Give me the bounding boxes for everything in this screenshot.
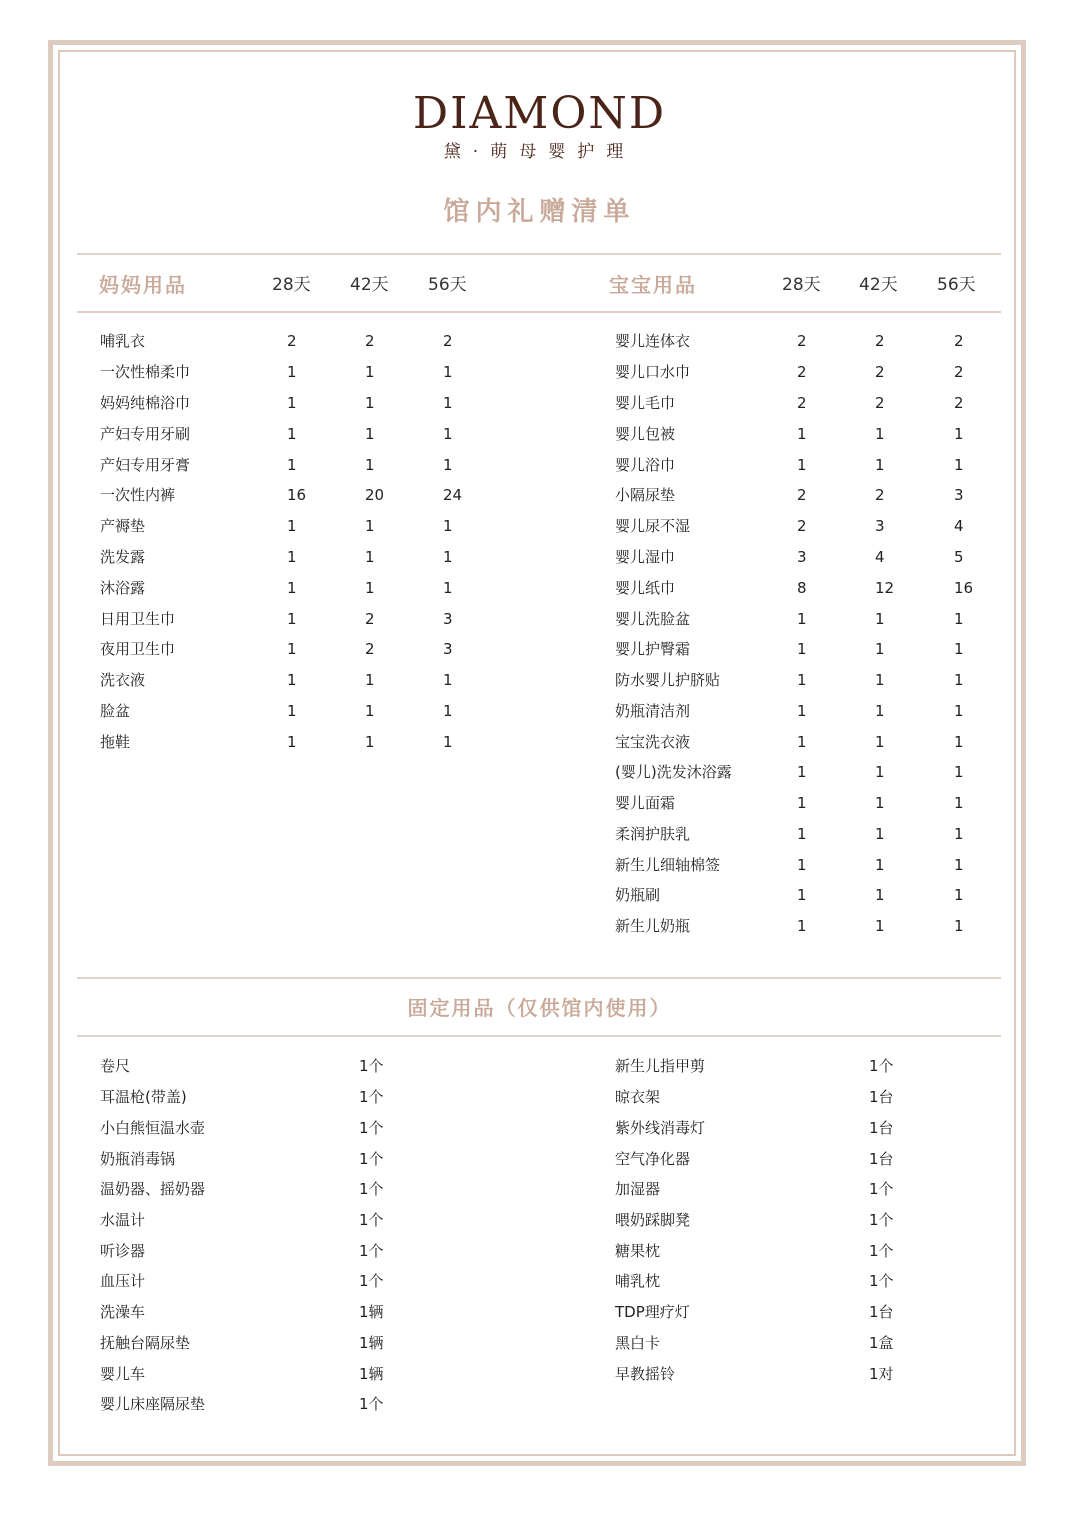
qty-42: 1	[365, 363, 375, 381]
item-name: 婴儿尿不湿	[615, 517, 691, 535]
qty-56: 2	[954, 363, 964, 381]
qty-56: 16	[954, 579, 974, 597]
item-name: 婴儿护臀霜	[615, 640, 691, 658]
qty-28: 1	[797, 886, 807, 904]
qty-28: 1	[797, 640, 807, 658]
qty-42: 1	[365, 394, 375, 412]
item-name: TDP理疗灯	[615, 1303, 690, 1321]
qty-56: 5	[954, 548, 964, 566]
qty-42: 2	[365, 610, 375, 628]
qty-42: 2	[875, 486, 885, 504]
qty-56: 1	[443, 671, 453, 689]
item-name: 脸盆	[100, 702, 131, 720]
item-name: 产褥垫	[100, 517, 146, 535]
qty-56: 1	[443, 733, 453, 751]
item-name: 婴儿包被	[615, 425, 676, 443]
item-name: 加湿器	[615, 1180, 661, 1198]
page-title: 馆内礼赠清单	[443, 197, 636, 227]
qty-28: 1	[287, 671, 297, 689]
qty-42: 1	[365, 702, 375, 720]
item-name: 水温计	[100, 1211, 146, 1229]
qty-56: 1	[954, 886, 964, 904]
qty-28: 1	[287, 702, 297, 720]
qty-56: 1	[443, 548, 453, 566]
item-qty: 1盒	[869, 1334, 894, 1352]
brand-subtitle: 黛·萌母婴护理	[443, 142, 636, 162]
item-name: 洗澡车	[100, 1303, 146, 1321]
item-qty: 1个	[869, 1211, 894, 1229]
qty-56: 2	[954, 394, 964, 412]
fixed-section-title: 固定用品（仅供馆内使用）	[407, 996, 672, 1020]
qty-42: 12	[875, 579, 895, 597]
item-name: 喂奶踩脚凳	[615, 1211, 691, 1229]
qty-56: 1	[443, 579, 453, 597]
item-qty: 1个	[359, 1242, 384, 1260]
qty-56: 4	[954, 517, 964, 535]
qty-28: 1	[287, 456, 297, 474]
item-name: 婴儿面霜	[615, 794, 676, 812]
qty-42: 1	[875, 456, 885, 474]
qty-28: 2	[287, 332, 297, 350]
qty-42: 1	[365, 579, 375, 597]
item-name: (婴儿)洗发沐浴露	[615, 763, 732, 781]
item-qty: 1台	[869, 1303, 894, 1321]
qty-56: 1	[954, 425, 964, 443]
item-qty: 1辆	[359, 1303, 384, 1321]
item-qty: 1对	[869, 1365, 894, 1383]
qty-42: 2	[365, 332, 375, 350]
qty-56: 1	[443, 456, 453, 474]
item-name: 早教摇铃	[615, 1365, 676, 1383]
item-qty: 1个	[359, 1180, 384, 1198]
mom-col-42: 42天	[350, 275, 389, 295]
item-name: 拖鞋	[100, 733, 131, 751]
item-qty: 1个	[869, 1242, 894, 1260]
qty-42: 1	[365, 733, 375, 751]
item-qty: 1辆	[359, 1334, 384, 1352]
item-name: 卷尺	[100, 1057, 131, 1075]
qty-42: 3	[875, 517, 885, 535]
item-name: 新生儿奶瓶	[615, 917, 691, 935]
qty-28: 1	[797, 856, 807, 874]
qty-56: 1	[443, 517, 453, 535]
item-name: 洗发露	[100, 548, 146, 566]
qty-42: 1	[875, 610, 885, 628]
qty-28: 1	[287, 394, 297, 412]
qty-42: 1	[365, 456, 375, 474]
item-name: 婴儿浴巾	[615, 456, 676, 474]
item-name: 柔润护肤乳	[615, 825, 691, 843]
qty-28: 1	[287, 579, 297, 597]
qty-28: 1	[287, 733, 297, 751]
qty-42: 1	[875, 671, 885, 689]
item-name: 产妇专用牙刷	[100, 425, 191, 443]
qty-42: 2	[875, 332, 885, 350]
item-name: 血压计	[100, 1272, 146, 1290]
qty-28: 1	[797, 456, 807, 474]
item-qty: 1辆	[359, 1365, 384, 1383]
item-qty: 1个	[359, 1088, 384, 1106]
item-name: 宝宝洗衣液	[615, 733, 691, 751]
qty-28: 1	[797, 610, 807, 628]
divider	[77, 253, 1001, 255]
item-qty: 1个	[869, 1272, 894, 1290]
qty-28: 1	[797, 917, 807, 935]
qty-28: 8	[797, 579, 807, 597]
qty-42: 20	[365, 486, 385, 504]
item-qty: 1个	[869, 1180, 894, 1198]
qty-56: 1	[443, 425, 453, 443]
qty-42: 1	[875, 425, 885, 443]
qty-56: 1	[954, 610, 964, 628]
qty-28: 1	[287, 363, 297, 381]
item-name: 哺乳枕	[615, 1272, 661, 1290]
item-name: 听诊器	[100, 1242, 146, 1260]
qty-42: 1	[875, 640, 885, 658]
qty-28: 1	[287, 610, 297, 628]
item-qty: 1个	[359, 1395, 384, 1413]
qty-42: 2	[875, 394, 885, 412]
qty-28: 1	[797, 794, 807, 812]
item-name: 新生儿细轴棉签	[615, 856, 721, 874]
qty-56: 1	[954, 640, 964, 658]
qty-56: 3	[443, 610, 453, 628]
baby-col-56: 56天	[937, 275, 976, 295]
divider	[77, 311, 1001, 313]
item-name: 婴儿洗脸盆	[615, 610, 691, 628]
qty-28: 1	[287, 640, 297, 658]
item-qty: 1个	[359, 1057, 384, 1075]
item-name: 婴儿毛巾	[615, 394, 676, 412]
brand-logo: DIAMOND	[412, 88, 667, 139]
qty-56: 1	[443, 363, 453, 381]
item-name: 婴儿纸巾	[615, 579, 676, 597]
item-name: 晾衣架	[615, 1088, 661, 1106]
qty-42: 1	[365, 548, 375, 566]
divider	[77, 977, 1001, 979]
baby-col-42: 42天	[859, 275, 898, 295]
item-name: 婴儿口水巾	[615, 363, 691, 381]
qty-42: 1	[875, 856, 885, 874]
item-name: 防水婴儿护脐贴	[615, 671, 721, 689]
qty-28: 1	[797, 733, 807, 751]
qty-42: 1	[875, 763, 885, 781]
item-qty: 1个	[359, 1150, 384, 1168]
qty-28: 1	[797, 425, 807, 443]
qty-56: 2	[954, 332, 964, 350]
item-qty: 1个	[359, 1119, 384, 1137]
qty-56: 1	[954, 917, 964, 935]
item-name: 小隔尿垫	[615, 486, 676, 504]
qty-42: 2	[365, 640, 375, 658]
qty-56: 24	[443, 486, 463, 504]
qty-28: 2	[797, 486, 807, 504]
mom-col-28: 28天	[272, 275, 311, 295]
qty-28: 1	[797, 825, 807, 843]
mom-heading: 妈妈用品	[99, 273, 187, 297]
item-qty: 1个	[359, 1211, 384, 1229]
item-name: 新生儿指甲剪	[615, 1057, 706, 1075]
item-name: 洗衣液	[100, 671, 146, 689]
baby-col-28: 28天	[782, 275, 821, 295]
qty-56: 1	[954, 794, 964, 812]
qty-42: 4	[875, 548, 885, 566]
qty-42: 1	[875, 702, 885, 720]
qty-28: 3	[797, 548, 807, 566]
qty-42: 1	[875, 886, 885, 904]
item-name: 奶瓶消毒锅	[100, 1150, 176, 1168]
item-qty: 1台	[869, 1088, 894, 1106]
qty-28: 1	[287, 425, 297, 443]
qty-28: 2	[797, 394, 807, 412]
item-name: 紫外线消毒灯	[615, 1119, 706, 1137]
item-name: 婴儿床座隔尿垫	[100, 1395, 206, 1413]
item-name: 婴儿车	[100, 1365, 146, 1383]
item-name: 黑白卡	[615, 1334, 661, 1352]
mom-col-56: 56天	[428, 275, 467, 295]
qty-42: 2	[875, 363, 885, 381]
item-name: 抚触台隔尿垫	[100, 1334, 191, 1352]
qty-28: 1	[287, 548, 297, 566]
divider	[77, 1035, 1001, 1037]
qty-56: 3	[954, 486, 964, 504]
qty-42: 1	[875, 825, 885, 843]
qty-56: 1	[954, 763, 964, 781]
item-name: 产妇专用牙膏	[100, 456, 191, 474]
qty-56: 1	[954, 456, 964, 474]
baby-heading: 宝宝用品	[609, 273, 697, 297]
qty-28: 1	[797, 702, 807, 720]
qty-42: 1	[365, 517, 375, 535]
qty-42: 1	[875, 794, 885, 812]
item-name: 妈妈纯棉浴巾	[100, 394, 191, 412]
qty-28: 16	[287, 486, 307, 504]
qty-42: 1	[875, 917, 885, 935]
qty-42: 1	[365, 425, 375, 443]
item-qty: 1个	[359, 1272, 384, 1290]
qty-56: 1	[443, 702, 453, 720]
item-qty: 1个	[869, 1057, 894, 1075]
qty-56: 1	[954, 671, 964, 689]
item-name: 婴儿连体衣	[615, 332, 691, 350]
item-name: 一次性内裤	[100, 486, 176, 504]
item-name: 耳温枪(带盖)	[100, 1088, 187, 1106]
item-name: 夜用卫生巾	[100, 640, 176, 658]
qty-28: 1	[797, 671, 807, 689]
qty-56: 1	[954, 856, 964, 874]
qty-56: 1	[954, 733, 964, 751]
qty-42: 1	[875, 733, 885, 751]
qty-42: 1	[365, 671, 375, 689]
qty-56: 1	[954, 702, 964, 720]
qty-28: 1	[287, 517, 297, 535]
qty-28: 2	[797, 332, 807, 350]
item-name: 糖果枕	[615, 1242, 661, 1260]
item-qty: 1台	[869, 1119, 894, 1137]
qty-56: 3	[443, 640, 453, 658]
item-name: 空气净化器	[615, 1150, 691, 1168]
item-name: 一次性棉柔巾	[100, 363, 191, 381]
item-name: 日用卫生巾	[100, 610, 176, 628]
qty-28: 1	[797, 763, 807, 781]
qty-28: 2	[797, 517, 807, 535]
qty-28: 2	[797, 363, 807, 381]
item-name: 奶瓶清洁剂	[615, 702, 691, 720]
item-name: 婴儿湿巾	[615, 548, 676, 566]
item-qty: 1台	[869, 1150, 894, 1168]
item-name: 小白熊恒温水壶	[100, 1119, 206, 1137]
item-name: 哺乳衣	[100, 332, 146, 350]
qty-56: 1	[954, 825, 964, 843]
qty-56: 1	[443, 394, 453, 412]
item-name: 奶瓶刷	[615, 886, 661, 904]
item-name: 沐浴露	[100, 579, 146, 597]
qty-56: 2	[443, 332, 453, 350]
item-name: 温奶器、摇奶器	[100, 1180, 206, 1198]
